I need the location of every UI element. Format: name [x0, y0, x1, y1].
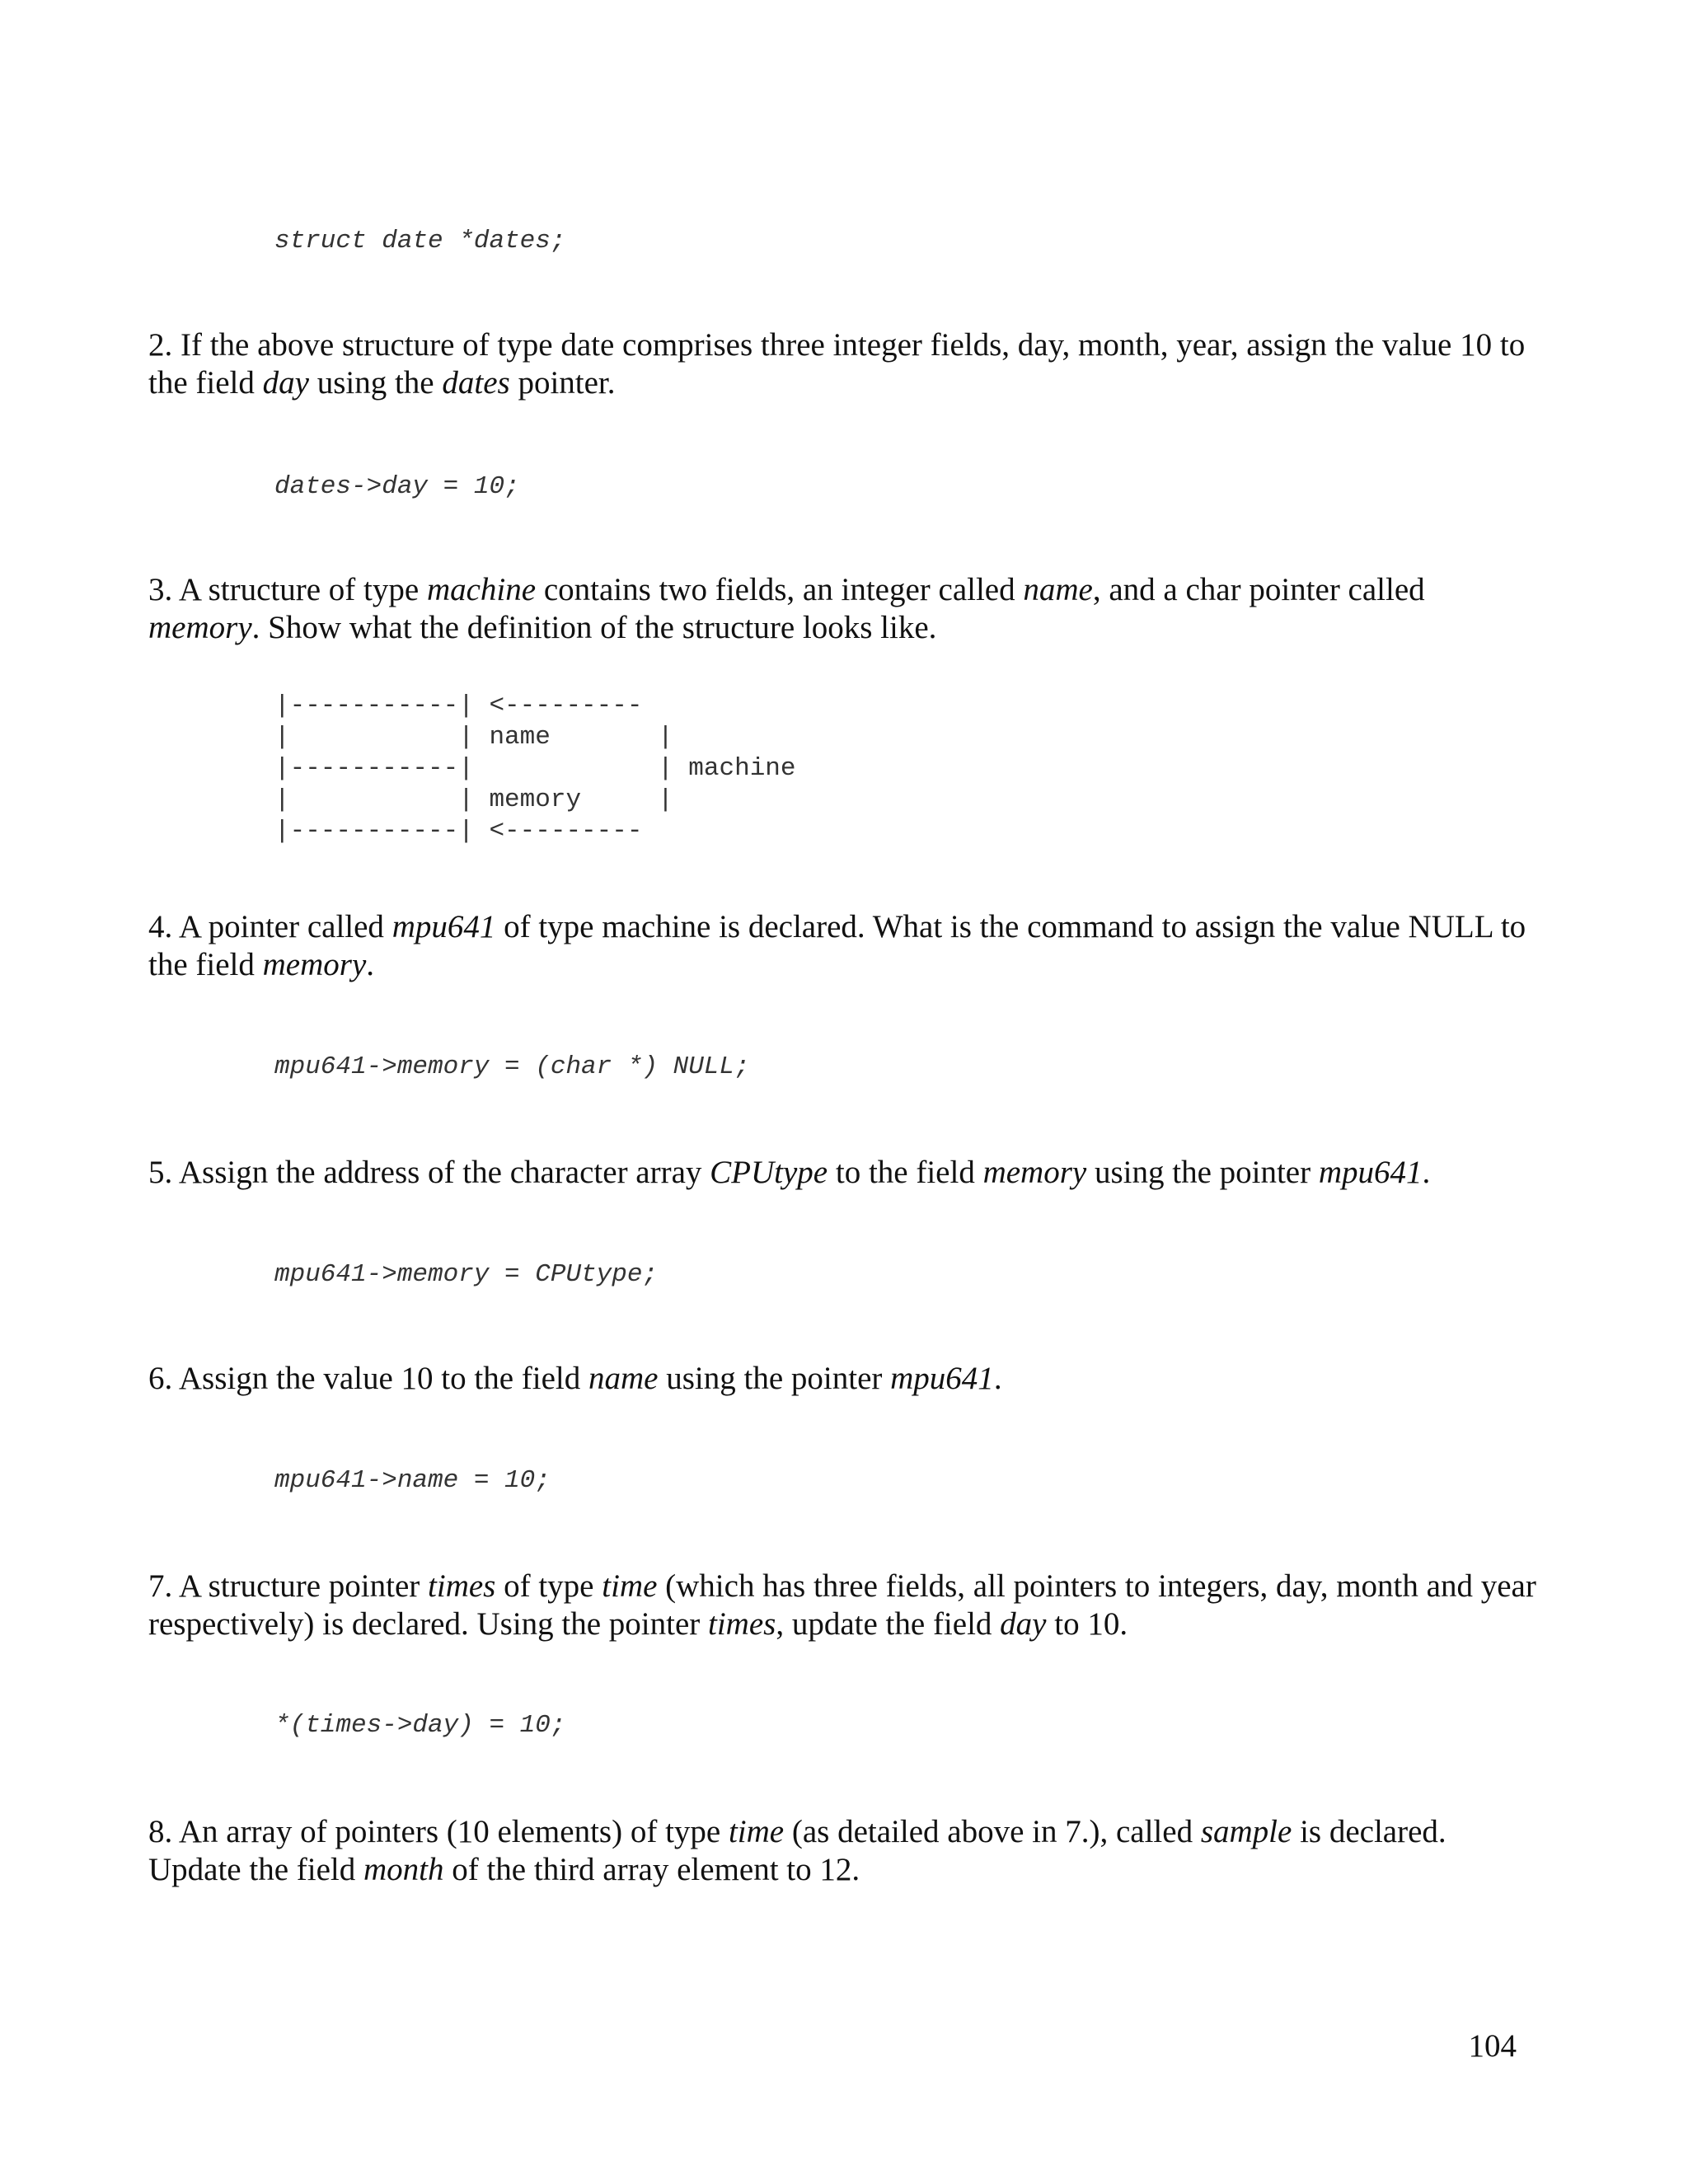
- question-5-em-2: memory: [982, 1155, 1087, 1190]
- question-8: [148, 1813, 1541, 1889]
- question-8-text-2: (as detailed above in 7.), called: [784, 1814, 1201, 1849]
- question-3-text-4: . Show what the definition of the structure looks like.: [251, 610, 937, 645]
- question-5: [148, 1154, 1541, 1192]
- question-6-text-1: 6. Assign the value 10 to the field: [148, 1361, 589, 1396]
- diagram-line: | | memory |: [274, 785, 673, 814]
- diagram-line: |-----------| <---------: [274, 691, 643, 720]
- question-3-text-1: 3. A structure of type: [148, 572, 427, 607]
- code-q7-answer: *(times->day) = 10;: [274, 1711, 566, 1740]
- question-4-em-2: memory: [262, 947, 367, 982]
- question-4-text-3: .: [366, 947, 375, 982]
- question-4: [148, 908, 1541, 984]
- question-7-em-4: day: [1000, 1606, 1047, 1642]
- question-7-em-3: times: [708, 1606, 776, 1642]
- code-struct-declaration: struct date *dates;: [274, 227, 566, 255]
- question-3-em-1: machine: [426, 572, 537, 607]
- page-number: 104: [1468, 2028, 1517, 2064]
- question-7-text-2: of type: [495, 1568, 603, 1604]
- question-6-em-2: mpu641: [890, 1361, 994, 1396]
- question-7-em-1: times: [428, 1568, 496, 1604]
- question-6-em-1: name: [588, 1361, 659, 1396]
- machine-structure-diagram: [274, 691, 796, 847]
- question-8-em-2: sample: [1200, 1814, 1292, 1849]
- question-2-text-1: 2. If the above structure of type date comprises three integer fields, day, month, year, assign the value 10 to the field: [148, 327, 1526, 401]
- question-8-text-1: 8. An array of pointers (10 elements) of type: [148, 1814, 729, 1849]
- code-q5-answer: mpu641->memory = CPUtype;: [274, 1260, 659, 1289]
- question-6-text-3: .: [993, 1361, 1002, 1396]
- diagram-line: |-----------| | machine: [274, 754, 796, 783]
- question-4-text-1: 4. A pointer called: [148, 909, 392, 944]
- question-8-em-3: month: [363, 1852, 444, 1887]
- code-q6-answer: mpu641->name = 10;: [274, 1466, 551, 1495]
- question-3-em-2: name: [1023, 572, 1093, 607]
- question-2-text-3: pointer.: [509, 365, 616, 401]
- question-2-em-1: day: [262, 365, 309, 401]
- question-5-text-2: to the field: [828, 1155, 983, 1190]
- question-3-em-3: memory: [148, 610, 252, 645]
- question-5-text-4: .: [1422, 1155, 1431, 1190]
- question-8-em-1: time: [728, 1814, 785, 1849]
- question-5-text-3: using the pointer: [1086, 1155, 1319, 1190]
- question-8-text-4: of the third array element to 12.: [443, 1852, 860, 1887]
- code-q4-answer: mpu641->memory = (char *) NULL;: [274, 1052, 750, 1081]
- question-7-text-4: , update the field: [776, 1606, 1001, 1642]
- question-2: [148, 326, 1541, 402]
- question-7-em-2: time: [602, 1568, 658, 1604]
- question-8-text-3: is declared. Update the field: [148, 1814, 1447, 1887]
- code-q2-answer: dates->day = 10;: [274, 472, 520, 501]
- question-2-text-2: using the: [308, 365, 443, 401]
- question-3-text-2: contains two fields, an integer called: [536, 572, 1024, 607]
- question-2-em-2: dates: [442, 365, 510, 401]
- question-4-text-2: of type machine is declared. What is the command to assign the value NULL to the field: [148, 909, 1526, 982]
- question-7-text-3: (which has three fields, all pointers to integers, day, month and year respectively) is declared. Using the pointer: [148, 1568, 1536, 1642]
- question-6: [148, 1360, 1541, 1398]
- diagram-line: | | name |: [274, 723, 673, 752]
- question-6-text-2: using the pointer: [658, 1361, 891, 1396]
- question-7-text-5: to 10.: [1046, 1606, 1128, 1642]
- question-5-em-3: mpu641: [1318, 1155, 1423, 1190]
- question-3: [148, 571, 1541, 647]
- question-5-text-1: 5. Assign the address of the character array: [148, 1155, 710, 1190]
- question-3-text-3: , and a char pointer called: [1092, 572, 1425, 607]
- question-7: [148, 1568, 1541, 1643]
- diagram-line: |-----------| <---------: [274, 817, 643, 846]
- question-5-em-1: CPUtype: [710, 1155, 828, 1190]
- question-4-em-1: mpu641: [392, 909, 496, 944]
- question-7-text-1: 7. A structure pointer: [148, 1568, 429, 1604]
